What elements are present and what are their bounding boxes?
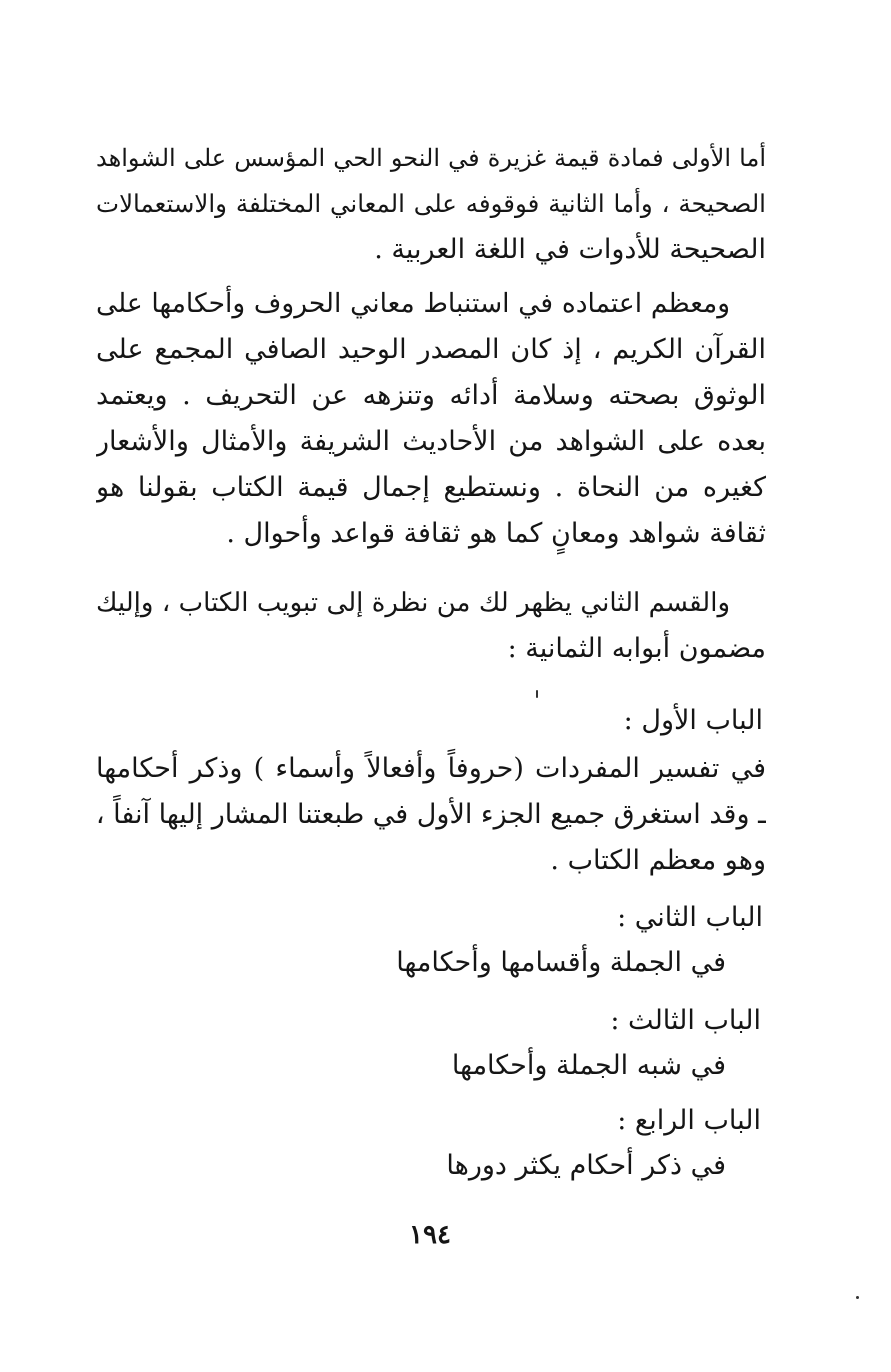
scan-speck (536, 690, 538, 698)
text-line: وهو معظم الكتاب . (550, 845, 766, 876)
text-line: مضمون أبوابه الثمانية : (507, 633, 766, 664)
text-line: القرآن الكريم ، إذ كان المصدر الوحيد الصافي المجمع على (96, 334, 766, 365)
chapter-4-heading: الباب الرابع : (617, 1105, 761, 1136)
text-line: بعده على الشواهد من الأحاديث الشريفة والأمثال والأشعار (96, 426, 766, 457)
text-line: في تفسير المفردات (حروفاً وأفعالاً وأسماء ) وذكر أحكامها (96, 753, 766, 784)
text-line: الصحيحة ، وأما الثانية فوقوفه على المعاني المختلفة والاستعمالات (96, 189, 766, 218)
text-line: ـ وقد استغرق جميع الجزء الأول في طبعتنا المشار إليها آنفاً ، (96, 799, 766, 830)
paragraph-2 (96, 281, 766, 557)
paragraph-1 (96, 135, 766, 273)
text-line: الوثوق بصحته وسلامة أدائه وتنزهه عن التحريف . ويعتمد (96, 380, 766, 411)
chapter-1-description (96, 746, 766, 884)
scan-speck (856, 1296, 859, 1299)
chapter-2-content: في الجملة وأقسامها وأحكامها (396, 947, 726, 978)
page-number: ١٩٤ (409, 1220, 451, 1250)
chapter-3-content: في شبه الجملة وأحكامها (451, 1050, 726, 1081)
paragraph-3 (96, 580, 766, 672)
text-line: كغيره من النحاة . ونستطيع إجمال قيمة الكتاب بقولنا هو (96, 472, 766, 503)
chapter-1-heading: الباب الأول : (623, 705, 763, 736)
text-line: ومعظم اعتماده في استنباط معاني الحروف وأحكامها على (96, 288, 730, 319)
text-line: الصحيحة للأدوات في اللغة العربية . (374, 234, 766, 265)
text-line: ثقافة شواهد ومعانٍ كما هو ثقافة قواعد وأحوال . (226, 518, 766, 549)
chapter-2-heading: الباب الثاني : (617, 902, 763, 933)
text-line: أما الأولى فمادة قيمة غزيرة في النحو الحي المؤسس على الشواهد (96, 144, 766, 172)
text-line: والقسم الثاني يظهر لك من نظرة إلى تبويب الكتاب ، وإليك (96, 588, 730, 618)
chapter-3-heading: الباب الثالث : (610, 1005, 761, 1036)
chapter-4-content: في ذكر أحكام يكثر دورها (446, 1150, 726, 1181)
